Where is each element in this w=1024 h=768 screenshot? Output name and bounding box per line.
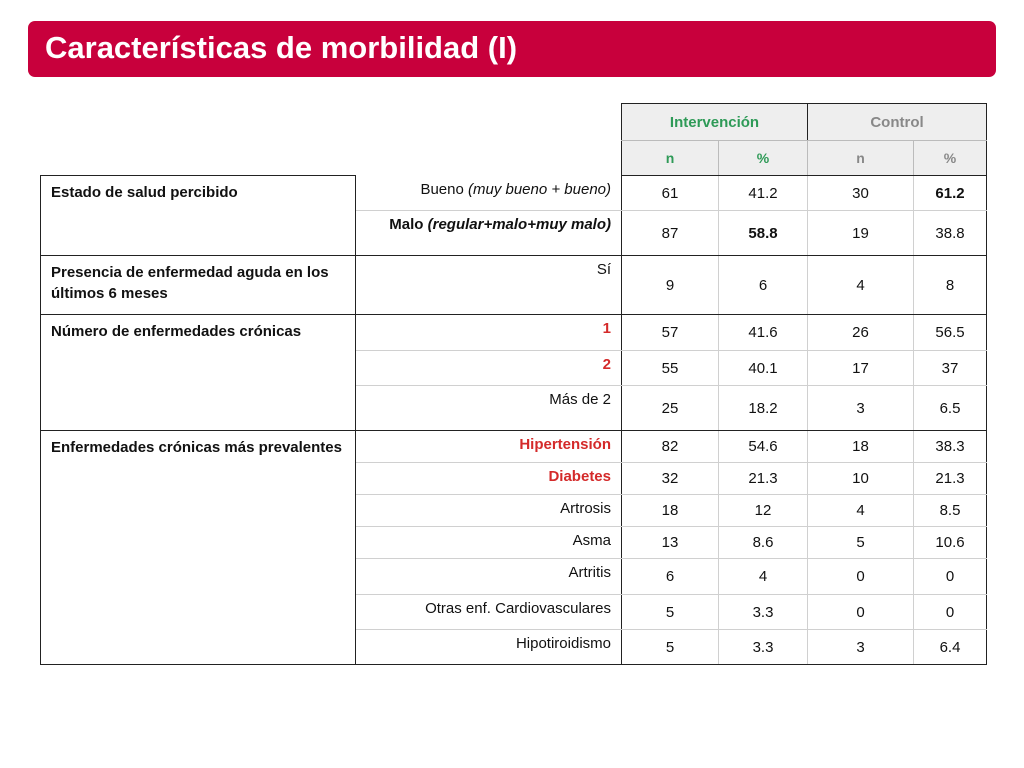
control-n-cell: 4 xyxy=(808,495,914,527)
header-intervention-pct: % xyxy=(719,141,808,176)
control-n-cell: 5 xyxy=(808,527,914,559)
header-control-n: n xyxy=(808,141,914,176)
intervention-n-cell: 9 xyxy=(622,256,719,315)
row-label-text: Artrosis xyxy=(560,500,611,517)
row-label-text: Otras enf. Cardiovasculares xyxy=(425,600,611,617)
intervention-pct-cell: 54.6 xyxy=(719,431,808,463)
control-n-cell: 0 xyxy=(808,559,914,595)
control-pct-cell: 61.2 xyxy=(914,176,987,211)
row-label-detail: (regular+malo+muy malo) xyxy=(423,216,611,233)
title-bar xyxy=(28,21,996,77)
header-control-pct: % xyxy=(914,141,987,176)
intervention-n-cell: 55 xyxy=(622,351,719,386)
intervention-n-cell: 13 xyxy=(622,527,719,559)
row-label xyxy=(356,256,622,315)
control-n-cell: 4 xyxy=(808,256,914,315)
intervention-pct-cell: 3.3 xyxy=(719,630,808,665)
intervention-n-cell: 25 xyxy=(622,386,719,431)
control-pct-cell: 37 xyxy=(914,351,987,386)
control-pct-cell: 56.5 xyxy=(914,315,987,351)
row-label xyxy=(356,463,622,495)
control-pct-cell: 8.5 xyxy=(914,495,987,527)
row-label xyxy=(356,351,622,386)
row-label-text: Más de 2 xyxy=(549,391,611,408)
header-control: Control xyxy=(808,104,987,141)
intervention-pct-cell: 3.3 xyxy=(719,595,808,630)
table-row xyxy=(41,431,987,463)
row-label-text: Asma xyxy=(572,532,611,549)
intervention-pct-cell: 58.8 xyxy=(719,211,808,256)
intervention-pct-cell: 18.2 xyxy=(719,386,808,431)
header-blank xyxy=(41,104,622,141)
intervention-pct-cell: 8.6 xyxy=(719,527,808,559)
control-n-cell: 17 xyxy=(808,351,914,386)
row-label xyxy=(356,431,622,463)
table-row xyxy=(41,256,987,315)
row-label xyxy=(356,495,622,527)
control-n-cell: 26 xyxy=(808,315,914,351)
table-row xyxy=(41,176,987,211)
row-label-detail: (muy bueno + bueno) xyxy=(463,180,611,198)
row-label-text: 1 xyxy=(602,320,611,337)
row-label xyxy=(356,386,622,431)
row-label xyxy=(356,630,622,665)
row-label-text: Hipertensión xyxy=(519,436,611,453)
intervention-n-cell: 5 xyxy=(622,630,719,665)
row-label-text: Hipotiroidismo xyxy=(515,635,611,652)
intervention-pct-cell: 40.1 xyxy=(719,351,808,386)
intervention-n-cell: 87 xyxy=(622,211,719,256)
morbidity-table xyxy=(40,103,987,665)
control-pct-cell: 6.5 xyxy=(914,386,987,431)
intervention-n-cell: 57 xyxy=(622,315,719,351)
row-label-text: 2 xyxy=(602,356,611,373)
row-label xyxy=(356,176,622,211)
intervention-n-cell: 18 xyxy=(622,495,719,527)
row-label-text: Diabetes xyxy=(548,468,611,485)
control-n-cell: 10 xyxy=(808,463,914,495)
intervention-pct-cell: 6 xyxy=(719,256,808,315)
control-n-cell: 30 xyxy=(808,176,914,211)
row-label xyxy=(356,211,622,256)
control-pct-cell: 0 xyxy=(914,559,987,595)
intervention-pct-cell: 21.3 xyxy=(719,463,808,495)
control-pct-cell: 38.3 xyxy=(914,431,987,463)
row-label xyxy=(356,559,622,595)
row-label xyxy=(356,595,622,630)
intervention-n-cell: 32 xyxy=(622,463,719,495)
control-pct-cell: 38.8 xyxy=(914,211,987,256)
row-label-text: Sí xyxy=(596,261,611,278)
intervention-pct-cell: 12 xyxy=(719,495,808,527)
category-label: Presencia de enfermedad aguda en los últimos 6 meses xyxy=(41,256,356,315)
control-pct-cell: 21.3 xyxy=(914,463,987,495)
row-label xyxy=(356,527,622,559)
control-n-cell: 0 xyxy=(808,595,914,630)
control-pct-cell: 10.6 xyxy=(914,527,987,559)
control-n-cell: 19 xyxy=(808,211,914,256)
intervention-n-cell: 82 xyxy=(622,431,719,463)
control-pct-cell: 6.4 xyxy=(914,630,987,665)
row-label xyxy=(356,315,622,351)
category-label: Estado de salud percibido xyxy=(41,176,356,256)
intervention-n-cell: 5 xyxy=(622,595,719,630)
category-label: Número de enfermedades crónicas xyxy=(41,315,356,431)
control-n-cell: 3 xyxy=(808,630,914,665)
control-pct-cell: 0 xyxy=(914,595,987,630)
intervention-pct-cell: 4 xyxy=(719,559,808,595)
row-label-text: Malo xyxy=(389,216,424,233)
control-n-cell: 3 xyxy=(808,386,914,431)
category-label: Enfermedades crónicas más prevalentes xyxy=(41,431,356,665)
table-body xyxy=(41,176,987,665)
table-row xyxy=(41,315,987,351)
slide-title: Características de morbilidad (I) xyxy=(45,30,518,65)
control-n-cell: 18 xyxy=(808,431,914,463)
control-pct-cell: 8 xyxy=(914,256,987,315)
row-label-text: Bueno xyxy=(420,180,464,198)
header-intervention-n: n xyxy=(622,141,719,176)
intervention-n-cell: 6 xyxy=(622,559,719,595)
header-blank xyxy=(41,141,622,176)
intervention-pct-cell: 41.2 xyxy=(719,176,808,211)
intervention-pct-cell: 41.6 xyxy=(719,315,808,351)
header-intervention: Intervención xyxy=(622,104,808,141)
row-label-text: Artritis xyxy=(568,564,611,581)
intervention-n-cell: 61 xyxy=(622,176,719,211)
